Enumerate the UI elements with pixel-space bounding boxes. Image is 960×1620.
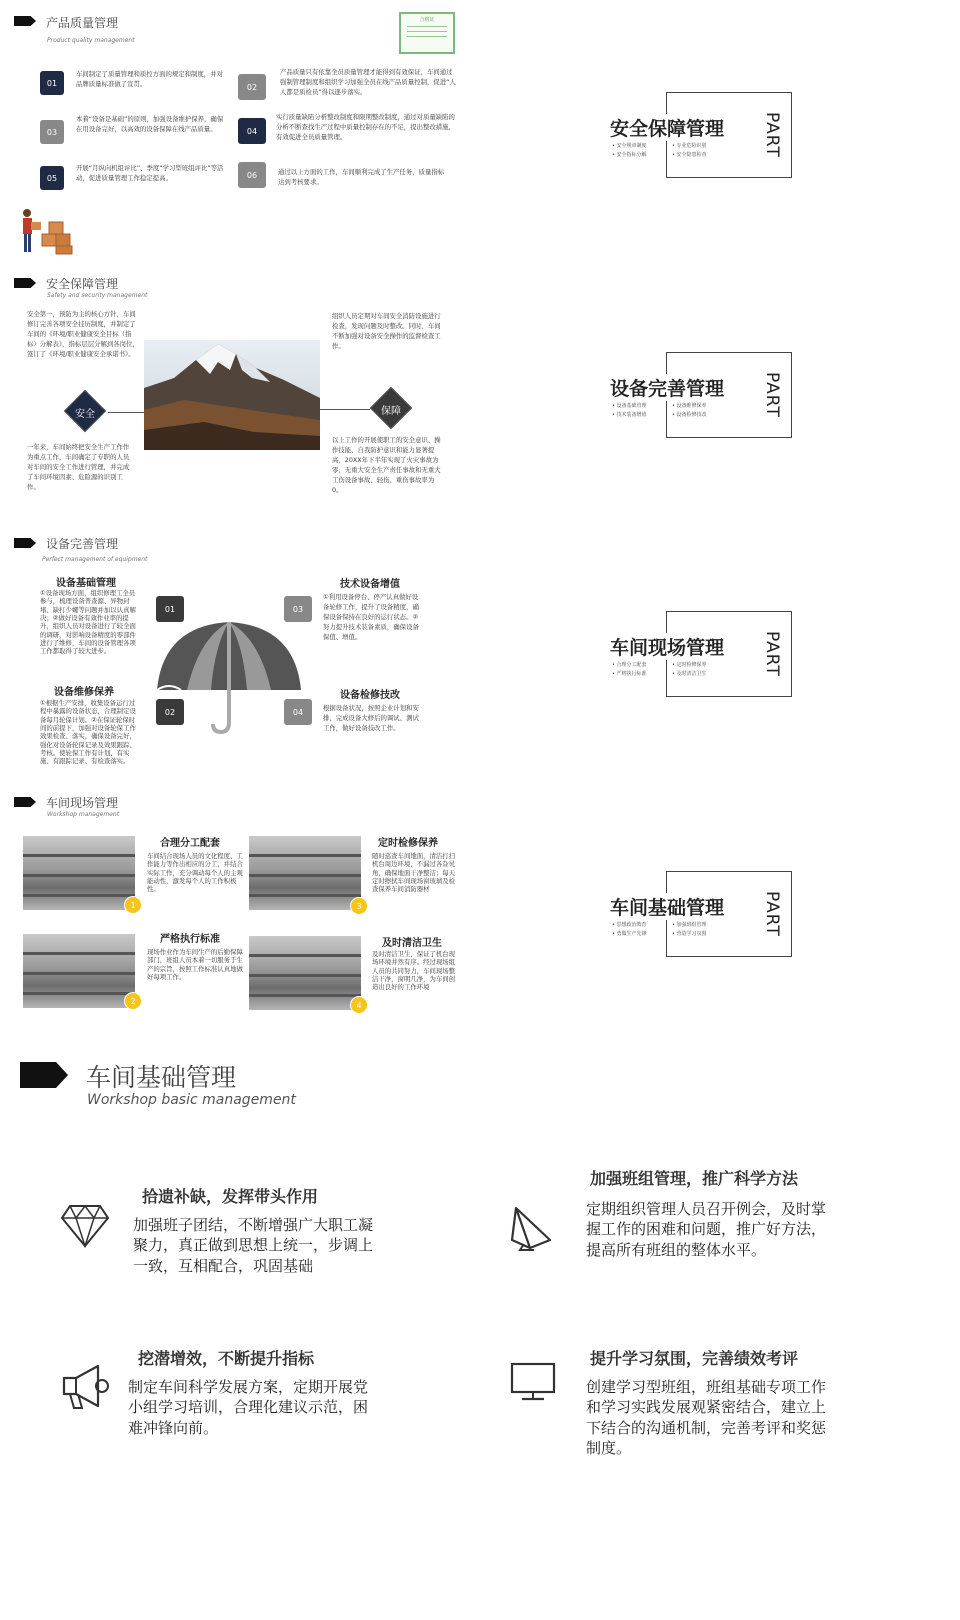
item-text: 开展“月纵向机组评比”、季度“学习型班组评比”等活动，促进质量管理工作稳定提高。: [76, 164, 224, 182]
block-heading: 设备维修保养: [54, 687, 114, 698]
section-subtitle: Perfect management of equipment: [42, 556, 148, 563]
warehouse-photo: [23, 836, 135, 910]
section-flag-icon: [14, 797, 36, 807]
warehouse-photo: [249, 936, 361, 1010]
block-text: ①利用设备停台、停产认真做好设备轮修工作，提升了设备精度，确保设备保持在良好的运行状态。②努力提升技术装备素质，确保设备保值、增值。: [323, 593, 419, 641]
block-heading: 合理分工配套: [160, 838, 220, 849]
part-bullet: • 设备基础管理: [612, 403, 647, 409]
block-text: ①根据生产安排，收集设备运行过程中暴露的设备状态，合理制定设备每月轮保计划。②在保证轮保时间的前提下，加强对设备轮保工作效果检查、落实，确保设备完好，强化对设备轮保记录及效果跟踪、考核。使轮保工作有计划、有实施、有跟踪记录、有检查落实。: [40, 699, 136, 766]
item-text: 产品质量只有依靠全员质量管理才能得到有效保证，车间通过强制管理制度和组织学习加强全员在线产品质量控制，促进“人人都是质检员”得以逐步落实。: [280, 68, 456, 96]
part-title: 设备完善管理: [610, 374, 728, 401]
part-label: PART: [762, 112, 782, 158]
part-card-safety: [610, 92, 796, 178]
item-heading: 挖潜增效，不断提升指标: [138, 1349, 315, 1368]
item-text: 通过以上方面的工作，车间顺利完成了生产任务，质量指标达到考核要求。: [278, 168, 445, 186]
text-block: 一年来，车间始终把安全生产工作作为重点工作，车间确定了专职的人员对车间的安全工作进行管理，并完成了车间环境因素、危险源的识别工作。: [27, 443, 130, 491]
diamond-gem-icon: [60, 1204, 110, 1248]
block-heading: 及时清洁卫生: [382, 938, 442, 949]
part-title: 车间现场管理: [610, 633, 728, 660]
section-flag-icon: [14, 538, 36, 548]
part-card-onsite: [610, 611, 796, 697]
section-subtitle: Workshop management: [47, 811, 120, 818]
text-block: 以上工作的开展使职工的安全意识、操作技能、自我防护意识和能力显著提高，20XX年下半年实现了火灾事故为零，无重大安全生产责任事故和无重大工伤设备事故、轻伤、重伤事故率为0。: [332, 436, 441, 494]
block-text: 及时清洁卫生，保证了机台现场环境井然有序。经过现场组人员的共同努力，车间现场整洁干净，窗明几净，为车间创造出良好的工作环境: [372, 950, 456, 992]
section-flag-icon: [14, 16, 36, 26]
section-title: 车间现场管理: [46, 796, 119, 810]
item-text: 加强班子团结，不断增强广大职工凝聚力，真正做到思想上统一，步调上一致，互相配合，巩固基础: [133, 1216, 374, 1275]
block-heading: 严格执行标准: [160, 934, 220, 945]
item-text: 本着“设备是基础”的原则，加强设备维护保养，确保在用设备完好，以高效的设备保障在线产品质量。: [76, 115, 224, 133]
item-heading: 加强班组管理，推广科学方法: [590, 1169, 799, 1188]
quadrant-badge: 02: [156, 699, 184, 725]
block-heading: 设备基础管理: [56, 578, 116, 589]
block-text: 随时巡查车间地面，清洁打扫机台周边环境，不漏过各旮旯角，确保地面干净整洁；每天定时擦拭车间现场窗玻璃及检查保养车间消防器材: [372, 852, 456, 894]
number-badge: 4: [350, 996, 368, 1014]
worker-boxes-illustration: [16, 208, 78, 256]
block-heading: 设备检修技改: [340, 690, 400, 701]
block-heading: 技术设备增值: [340, 579, 400, 590]
part-label: PART: [762, 631, 782, 677]
part-bullet: • 安全隐患检查: [672, 152, 707, 158]
number-badge: 2: [124, 992, 142, 1010]
section-subtitle: Product quality management: [47, 37, 135, 44]
part-bullet: • 安全指标分解: [612, 152, 647, 158]
part-bullet: • 设备维修保养: [672, 403, 707, 409]
part-bullet: • 勇做生产先锋: [612, 931, 647, 937]
item-badge: 03: [40, 120, 64, 144]
block-text: 现场作业作为车间生产的后勤保障部门，班组人员本着一切服务于生产的宗旨，按照工作标准认真地做好每项工作。: [147, 948, 243, 981]
quadrant-badge: 01: [156, 596, 184, 622]
connector-line: [320, 409, 370, 410]
part-card-equipment: [610, 352, 796, 438]
part-bullet: • 及时清洁卫生: [672, 671, 707, 677]
item-text: 实行质量缺陷分析整改制度和限期整改制度，通过对质量缺陷的分析不断查找生产过程中质量控制存在的不足，提出整改措施，有效促进全员质量管理。: [276, 113, 455, 141]
number-badge: 3: [350, 897, 368, 915]
section-title: 设备完善管理: [46, 537, 119, 551]
certificate-icon: [399, 12, 455, 54]
connector-line: [108, 412, 146, 413]
warehouse-photo: [23, 934, 135, 1008]
monitor-icon: [510, 1362, 556, 1402]
part-bullet: • 设备检修技改: [672, 412, 707, 418]
block-text: ①设备现场方面，组织修理工全员参与，梳理设备普查源、异物封堵、缺打少螺等问题并加以认真解决；②做好设备有效作业率的提升，组织人员对设备进行了较全面的调研，对影响设备精度的零部件进行了维修，车间的设备管理各项工作都取得了较大进步。: [40, 589, 136, 656]
section-subtitle: Workshop basic management: [87, 1092, 296, 1108]
diamond-label: 保障: [381, 406, 401, 417]
mountain-photo: [144, 340, 320, 450]
megaphone-icon: [60, 1362, 110, 1412]
part-bullet: • 思想政治教育: [612, 922, 647, 928]
item-text: 创建学习型班组，班组基础专项工作和学习实践发展观紧密结合，建立上下结合的沟通机制，完善考评和奖惩制度。: [586, 1378, 827, 1457]
part-bullet: • 专业危险识别: [672, 143, 707, 149]
part-bullet: • 加强班组管理: [672, 922, 707, 928]
quadrant-badge: 03: [284, 596, 312, 622]
part-bullet: • 合理分工配套: [612, 662, 647, 668]
section-flag-icon: [20, 1062, 68, 1088]
part-label: PART: [762, 372, 782, 418]
item-heading: 拾遗补缺，发挥带头作用: [142, 1187, 319, 1206]
block-text: 根据设备状况，按照企业计划和安排，完成设备大修后的调试、测试工作，做好设备技改工作。: [323, 704, 419, 732]
section-flag-icon: [14, 278, 36, 288]
part-bullet: • 技术装备增值: [612, 412, 647, 418]
item-heading: 提升学习氛围，完善绩效考评: [590, 1349, 799, 1368]
section-title: 产品质量管理: [46, 16, 119, 30]
text-block: 组织人员定期对车间安全消防设施进行检查，发现问题及时整改。同时，车间不断加强对设备安全操作的监督检查工作。: [332, 312, 441, 350]
block-text: 车间结合现场人员的文化程度、工作能力等作出相应的分工，并结合实际工作，充分调动每个人的主观能动性，激发每个人的工作积极性。: [147, 852, 243, 894]
part-card-basic: [610, 871, 796, 957]
item-badge: 06: [238, 162, 266, 188]
block-heading: 定时检修保养: [378, 838, 438, 849]
quadrant-badge: 04: [284, 699, 312, 725]
section-title: 车间基础管理: [86, 1063, 237, 1092]
number-badge: 1: [124, 896, 142, 914]
warehouse-photo: [249, 836, 361, 910]
part-bullet: • 严格执行标准: [612, 671, 647, 677]
part-title: 车间基础管理: [610, 893, 728, 920]
item-badge: 04: [238, 118, 266, 144]
part-title: 安全保障管理: [610, 114, 728, 141]
section-title: 安全保障管理: [46, 277, 119, 291]
section-subtitle: Safety and security management: [47, 292, 148, 299]
part-label: PART: [762, 891, 782, 937]
item-text: 车间制定了质量管理和质控方面的规定和制度，并对品牌质量标准做了宣贯。: [76, 70, 223, 88]
item-text: 定期组织管理人员召开例会，及时掌握工作的困难和问题，推广好方法，提高所有班组的整体水平。: [586, 1200, 827, 1259]
item-badge: 05: [40, 166, 64, 190]
certificate-label: 合格证: [419, 17, 435, 23]
umbrella-icon: [153, 618, 305, 738]
item-badge: 01: [40, 71, 64, 95]
part-bullet: • 安全规章制度: [612, 143, 647, 149]
megaphone-tilted-icon: [510, 1200, 560, 1252]
item-badge: 02: [238, 74, 266, 100]
item-text: 制定车间科学发展方案，定期开展党小组学习培训，合理化建议示范，困难冲锋向前。: [128, 1378, 369, 1437]
diamond-label: 安全: [75, 409, 95, 420]
part-bullet: • 定时检修保养: [672, 662, 707, 668]
text-block: 安全第一，预防为主的核心方针，车间修订完善各项安全挂历制度，并制定了车间的《环境/职业健康安全目标（指标）分解表》，指标层层分解到各岗位，签订了《环境/职业健康安全承诺书》。: [27, 310, 139, 358]
part-bullet: • 营造学习氛围: [672, 931, 707, 937]
